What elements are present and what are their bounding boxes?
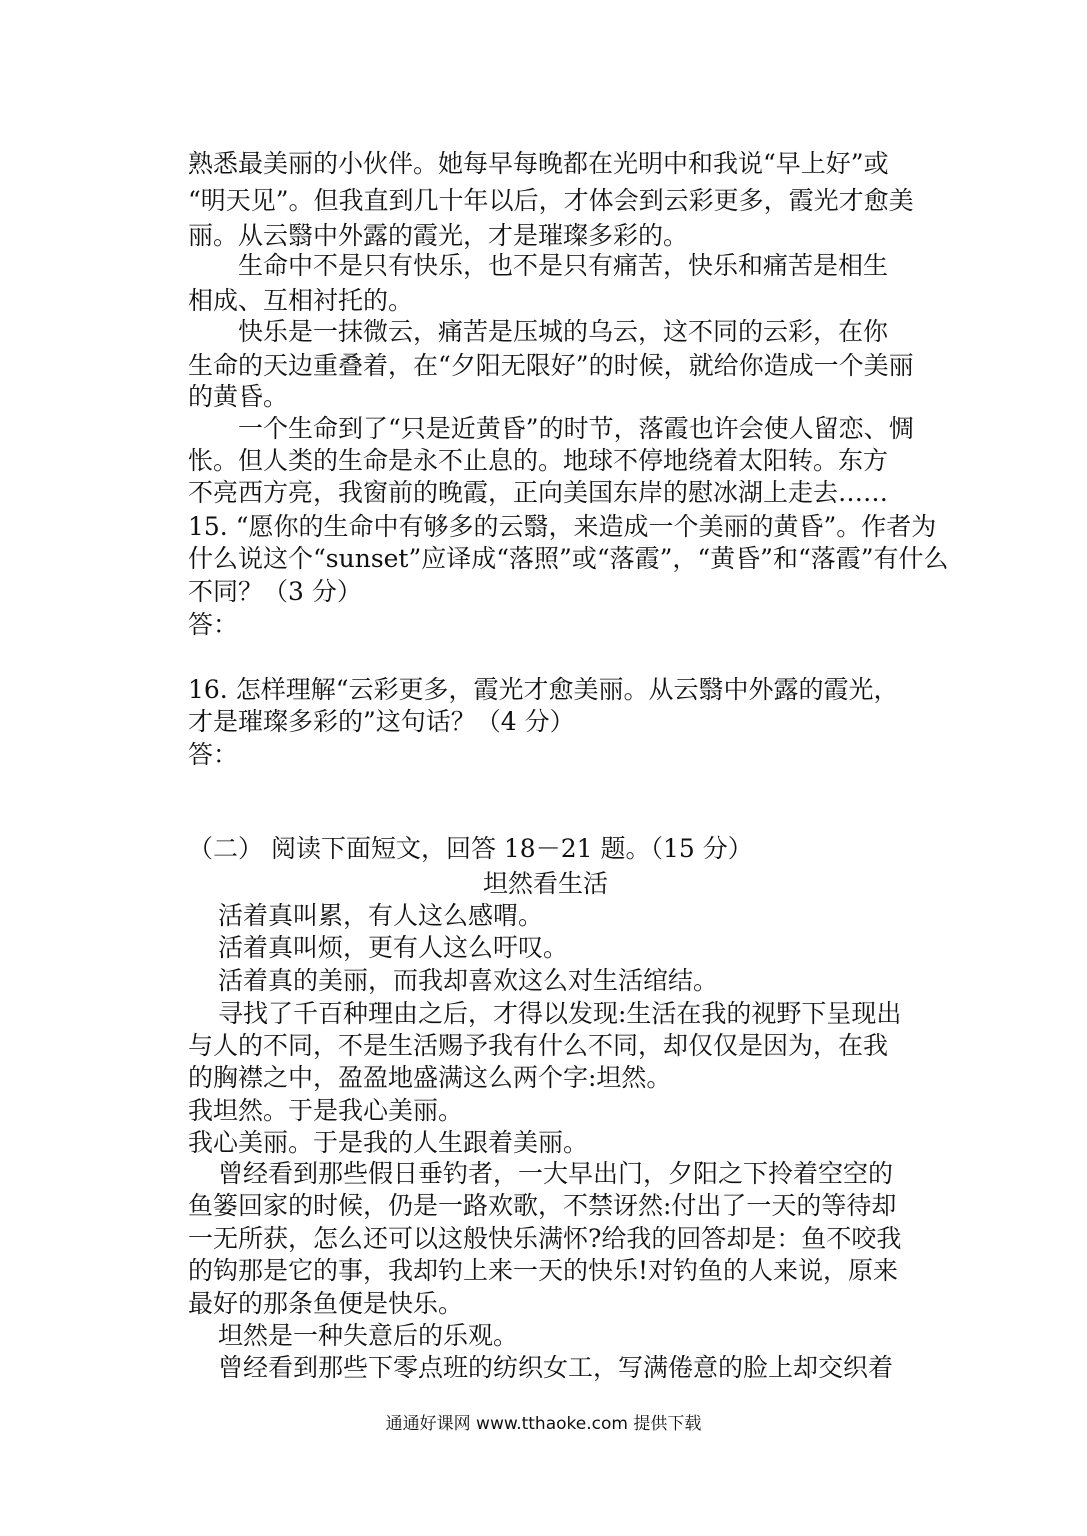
article-line: 鱼篓回家的时候，仍是一路欢歌，不禁讶然:付出了一天的等待却 — [188, 1191, 897, 1220]
passage-line: 生命的天边重叠着，在“夕阳无限好”的时候，就给你造成一个美丽 — [188, 351, 914, 380]
passage-line: 快乐是一抹微云，痛苦是压城的乌云，这不同的云彩，在你 — [238, 317, 889, 346]
question-16-line: 16. 怎样理解“云彩更多，霞光才愈美丽。从云翳中外露的霞光， — [188, 675, 899, 704]
article-line: 曾经看到那些下零点班的纺织女工，写满倦意的脸上却交织着 — [218, 1353, 894, 1382]
passage-line: “明天见”。但我直到几十年以后，才体会到云彩更多，霞光才愈美 — [188, 186, 914, 215]
article-line: 与人的不同，不是生活赐予我有什么不同，却仅仅是因为，在我 — [188, 1031, 889, 1060]
passage-line: 怅。但人类的生命是永不止息的。地球不停地绕着太阳转。东方 — [188, 446, 889, 475]
section-heading: （二） 阅读下面短文，回答 18－21 题。（15 分） — [188, 834, 753, 863]
article-line: 我坦然。于是我心美丽。 — [188, 1096, 464, 1125]
question-15-line: 什么说这个“sunset”应译成“落照”或“落霞”，“黄昏”和“落霞”有什么 — [188, 544, 949, 573]
passage-line: 相成、互相衬托的。 — [188, 286, 414, 315]
question-16-answer-label: 答： — [188, 740, 239, 769]
question-16-line: 才是璀璨多彩的”这句话？（4 分） — [188, 707, 575, 736]
article-line: 的钩那是它的事，我却钓上来一天的快乐!对钓鱼的人来说，原来 — [188, 1256, 899, 1285]
passage-line: 熟悉最美丽的小伙伴。她每早每晚都在光明中和我说“早上好”或 — [188, 149, 889, 178]
passage-line: 一个生命到了“只是近黄昏”的时节，落霞也许会使人留恋、惆 — [238, 414, 914, 443]
page-footer: 通通好课网 www.tthaoke.com 提供下载 — [385, 1414, 702, 1434]
article-line: 我心美丽。于是我的人生跟着美丽。 — [188, 1128, 589, 1157]
article-line: 一无所获，怎么还可以这般快乐满怀?给我的回答却是：鱼不咬我 — [188, 1224, 902, 1253]
article-line: 曾经看到那些假日垂钓者，一大早出门，夕阳之下拎着空空的 — [218, 1159, 894, 1188]
article-line: 的胸襟之中，盈盈地盛满这么两个字:坦然。 — [188, 1063, 672, 1092]
passage-line: 生命中不是只有快乐，也不是只有痛苦，快乐和痛苦是相生 — [238, 251, 889, 280]
article-line: 活着真的美丽，而我却喜欢这么对生活绾结。 — [218, 966, 719, 995]
question-15-line: 15. “愿你的生命中有够多的云翳，来造成一个美丽的黄昏”。作者为 — [188, 512, 937, 541]
article-title: 坦然看生活 — [483, 869, 609, 898]
article-line: 最好的那条鱼便是快乐。 — [188, 1289, 464, 1318]
passage-line: 不亮西方亮，我窗前的晚霞，正向美国东岸的慰冰湖上走去…… — [188, 478, 889, 507]
passage-line: 丽。从云翳中外露的霞光，才是璀璨多彩的。 — [188, 221, 689, 250]
question-15-line: 不同？（3 分） — [188, 577, 362, 606]
article-line: 寻找了千百种理由之后，才得以发现:生活在我的视野下呈现出 — [218, 999, 902, 1028]
passage-line: 的黄昏。 — [188, 382, 289, 411]
article-line: 活着真叫累，有人这么感喟。 — [218, 901, 544, 930]
question-15-answer-label: 答： — [188, 610, 239, 639]
article-line: 坦然是一种失意后的乐观。 — [218, 1321, 519, 1350]
article-line: 活着真叫烦，更有人这么吁叹。 — [218, 933, 569, 962]
